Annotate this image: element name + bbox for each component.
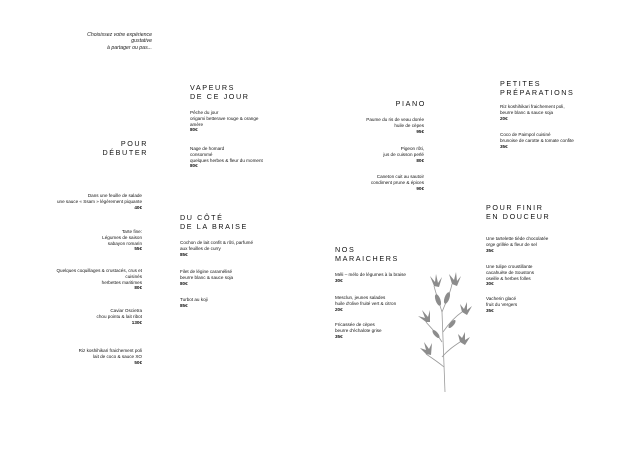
dish-price: 80€ xyxy=(190,163,198,169)
dish-price: 80€ xyxy=(180,280,188,286)
dish-price: 30€ xyxy=(335,277,343,283)
dish-item: Dans une feuille de salade une sauce « Ssam » légèrement piquante 40€ xyxy=(22,193,142,210)
dish-price: 30€ xyxy=(486,281,494,287)
dish-price: 40€ xyxy=(134,204,142,210)
dish-item: Cochon de lait confit & rôti, parfumé aux feuilles de curry 85€ xyxy=(180,240,300,257)
dish-item: Riz koshihikari fraichement poli lait de coco & sauce XO 50€ xyxy=(22,348,142,365)
dish-item: Quelques coquillages & crustacés, crus et cuisinés herbettes maritimes 80€ xyxy=(2,268,142,291)
dish-price: 20€ xyxy=(335,306,343,312)
dish-item: Vacherin glacé fruit du Vergers 35€ xyxy=(486,296,606,313)
dish-item: Une tartelette tiède chocolatée orge grillée & fleur de sel 35€ xyxy=(486,236,606,253)
dish-item: Caneton cuit au sautoir condiment prune & épices 90€ xyxy=(330,174,424,191)
dish-item: Tarte fine: Légumes de saison sabayon romarin 55€ xyxy=(22,229,142,252)
dish-price: 95€ xyxy=(416,128,424,134)
dish-price: 80€ xyxy=(416,157,424,163)
dish-price: 50€ xyxy=(134,359,142,365)
dish-item: Pêche du jour origami betterave rouge & orange amère 80€ xyxy=(190,110,300,133)
dish-price: 85€ xyxy=(180,251,188,257)
section-title-braise: DU CÔTÉ DE LA BRAISE xyxy=(180,213,248,231)
dish-item: Méli – mélo de légumes à la braise 30€ xyxy=(335,272,445,284)
dish-item: Turbot au koji 85€ xyxy=(180,297,300,309)
dish-price: 20€ xyxy=(500,115,508,121)
dish-price: 35€ xyxy=(335,333,343,339)
section-title-douceur: POUR FINIR EN DOUCEUR xyxy=(486,203,551,221)
dish-price: 130€ xyxy=(131,319,142,325)
dish-price: 35€ xyxy=(486,307,494,313)
dish-price: 80€ xyxy=(190,127,198,133)
tagline-line: gustative xyxy=(131,38,152,45)
dish-price: 35€ xyxy=(486,247,494,253)
section-title-debuter: POUR DÉBUTER xyxy=(102,139,148,157)
dish-item: Nage de homard consommé quelques herbes & fleur du moment 80€ xyxy=(190,146,300,169)
dish-item: Fricassée de cèpes beurre d'échalote grise 35€ xyxy=(335,322,445,339)
flower-illustration xyxy=(414,272,476,392)
dish-price: 35€ xyxy=(500,143,508,149)
dish-item: Paume du ris de veau dorée huile de cèpes 95€ xyxy=(330,117,424,134)
dish-price: 85€ xyxy=(180,302,188,308)
dish-item: Une tulipe croustillante cacahuète de Soustons oseille & herbes folles 30€ xyxy=(486,264,606,287)
dish-price: 90€ xyxy=(416,185,424,191)
dish-price: 80€ xyxy=(134,285,142,291)
dish-price: 55€ xyxy=(134,246,142,252)
dish-item: Pigeon rôti, jus de cuisson perlé 80€ xyxy=(330,146,424,163)
dish-item: Riz koshihikari fraichement poli, beurre blanc & sauce soja 20€ xyxy=(500,104,620,121)
dish-item: Filet de légine caramélisé beurre blanc & sauce soja 80€ xyxy=(180,269,300,286)
section-title-vapeurs: VAPEURS DE CE JOUR xyxy=(190,83,250,101)
dish-item: Coco de Paimpol cuisiné brunoise de carotte & tomate confite 35€ xyxy=(500,132,620,149)
section-title-maraichers: NOS MARAICHERS xyxy=(335,245,399,263)
section-title-preparations: PETITES PRÉPARATIONS xyxy=(500,79,575,97)
menu-tagline xyxy=(52,32,152,51)
section-title-piano: PIANO xyxy=(395,99,426,108)
dish-item: Caviar Oscietra chou pointu & lait ribot 130€ xyxy=(22,308,142,325)
tagline-line: Choisissez votre expérience xyxy=(87,32,152,38)
dish-item: Mesclun, jeunes salades huile d'olive fruité vert & citron 20€ xyxy=(335,295,445,312)
tagline-line: à partager ou pas... xyxy=(107,44,152,51)
